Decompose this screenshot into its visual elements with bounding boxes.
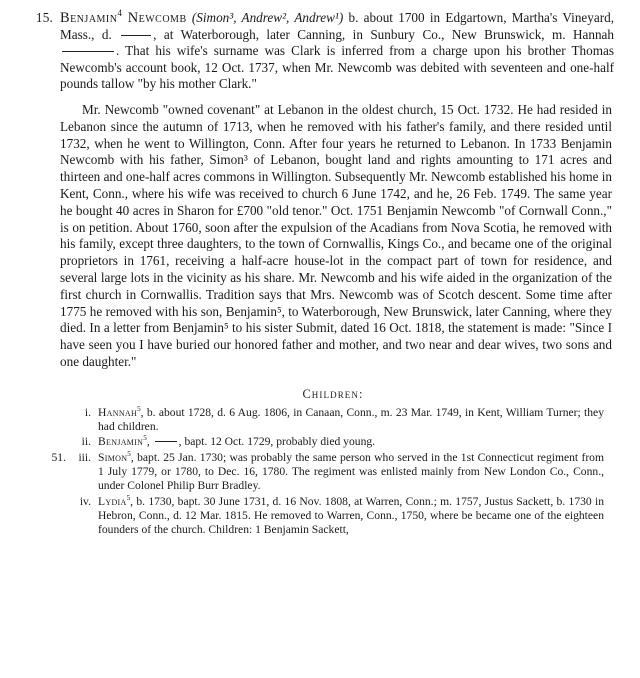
child-roman-numeral: i.: [84, 405, 91, 419]
child-ref-number: 51.: [51, 450, 66, 464]
entry-given-name: Benjamin$^4$: [60, 8, 123, 26]
child-text: [98, 451, 604, 494]
child-text: Benjamin$^5$, , bapt. 12 Oct. 1729, probably died young.: [98, 434, 376, 449]
entry-number: 15.: [35, 10, 53, 25]
entry-text-part-1: b. about 1700 in Edgartown, Martha's Vineyard, Mass., d.: [60, 10, 614, 42]
biography-paragraph: Mr. Newcomb "owned covenant" at Lebanon in the oldest church, 15 Oct. 1732. He had resided in Lebanon since the autumn of 1713, when he removed with his father's family, and there resided until 1732, when he went to Willington, Conn. After four years he returned to Lebanon. In 1733 Benjamin Newcomb with his father, Simon³ of Lebanon, bought land and rights amounting to 171 acres and thirteen and one-half acres commons in Willington. Subsequently Mr. Newcomb established his home in Kent, Conn., where his wife was received to church 6 June 1742, and he, 26 Feb. 1749. The same year he bought 40 acres in Sharon for £700 "old tenor." Oct. 1751 Benjamin Newcomb "of Cornwall Conn.," is on petition. About 1760, soon after the expulsion of the Acadians from Nova Scotia, he removed with his family, except three daughters, to the town of Cornwallis, Kings Co., and became one of the original proprietors in 1761, receiving a half-acre house-lot in the compact part of town for residence, and several large lots in the vicinity as his share. Mr. Newcomb and his wife aided in the organization of the first church in Cornwallis. Tradition says that Mrs. Newcomb was of Scotch descent. Some time after 1775 he removed with his son, Benjamin⁵, to Waterborough, New Brunswick, later Canning, where they died. In a letter from Benjamin⁵ to his sister Submit, dated 16 Oct. 1818, the statement is made: "Since I have seen you I have buried our honored father and mother, and two near and dear wives, two sons and one daughter.": [60, 101, 612, 369]
list-item: [44, 495, 604, 538]
children-list: [22, 406, 614, 538]
list-item: [44, 406, 604, 435]
child-details: , bapt. 25 Jan. 1730; was probably the same person who served in the 1st Connecticut regiment from 1 July 1779, or 1780, to Dec. 16, 1780. The regiment was enlisted mainly from New London Co., Conn., under Colonel Philip Burr Bradley.: [98, 450, 604, 493]
child-text: [98, 406, 604, 435]
blank-rule-birth-date: [155, 441, 177, 442]
child-generation-superscript: 5: [137, 404, 141, 413]
child-details: , bapt. 12 Oct. 1729, probably died young.: [178, 435, 376, 449]
children-heading: Children:: [302, 386, 364, 401]
entry-body: [60, 10, 614, 93]
child-roman-numeral: iv.: [79, 494, 91, 508]
child-details: , b. 1730, bapt. 30 June 1731, d. 16 Nov. 1808, at Warren, Conn.; m. 1757, Justus Sackett, b. 1730 in Hebron, Conn., d. 12 Mar. 1815. He removed to Warren, Conn., 1750, where be became one of the eighteen founders of the church. Children: 1 Benjamin Sackett,: [98, 494, 604, 537]
child-details: , b. about 1728, d. 6 Aug. 1806, in Canaan, Conn., m. 23 Mar. 1749, in Kent, William Turner; they had children.: [98, 405, 604, 434]
blank-rule-death-date: [121, 35, 151, 36]
blank-rule-wife-surname: [62, 51, 114, 52]
child-generation-superscript: 5: [126, 493, 131, 502]
child-text: [98, 495, 604, 538]
entry-text-part-2: , at Waterborough, later Canning, in Sunbury Co., New Brunswick, m. Hannah: [153, 26, 615, 42]
child-name: Hannah: [98, 405, 138, 419]
entry-text-part-3: . That his wife's surname was Clark is inferred from a charge upon his brother Thomas Newcomb's account book, 12 Oct. 1737, when Mr. Newcomb was debited with seventeen and one-half pounds tallow "by his mother Clark.": [60, 43, 614, 92]
entry-surname: Newcomb: [127, 10, 187, 26]
list-item: [44, 451, 604, 494]
entry-lineage: (Simon³, Andrew², Andrew¹): [191, 10, 344, 25]
child-generation-superscript: 5: [127, 449, 131, 458]
list-item: [44, 435, 604, 449]
child-name: Benjamin: [98, 435, 144, 449]
genealogy-entry: [22, 10, 614, 93]
child-roman-numeral: ii.: [81, 435, 91, 449]
child-roman-numeral: iii.: [78, 450, 91, 464]
entry-generation-superscript: 4: [117, 8, 123, 19]
child-generation-superscript: 5: [143, 434, 147, 443]
child-name: Lydia: [98, 494, 127, 508]
child-name: Simon: [98, 450, 128, 464]
